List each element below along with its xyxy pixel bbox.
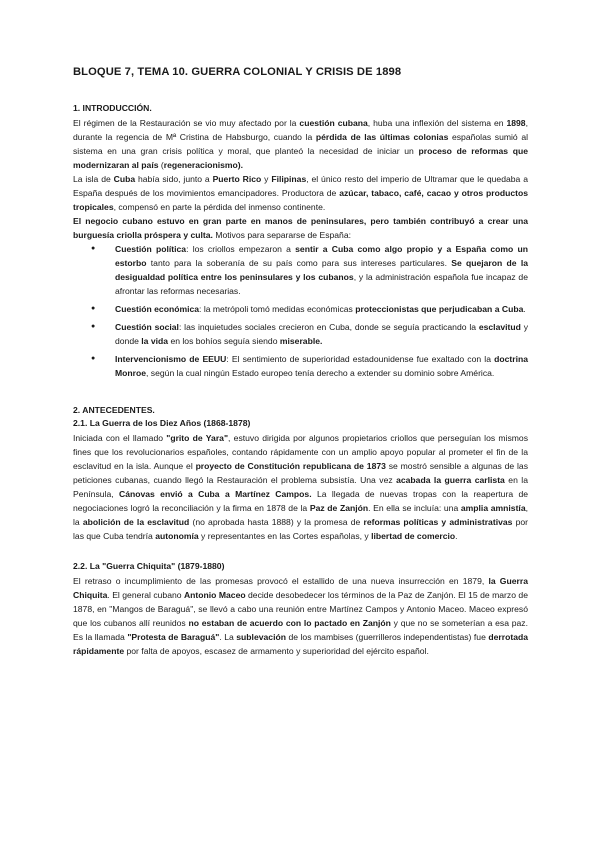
subsection-heading-guerra-chiquita: 2.2. La "Guerra Chiquita" (1879-1880)	[73, 561, 225, 571]
diez-anos-paragraph	[73, 431, 528, 543]
list-item	[91, 352, 528, 380]
text-run: por las que Cuba tendría	[73, 517, 529, 541]
bold-text-run: Cuestión económica	[115, 304, 200, 314]
text-run: había sido, junto a	[135, 174, 213, 184]
bold-text-run: sublevación	[236, 632, 286, 642]
bold-text-run: Antonio Maceo	[183, 590, 246, 600]
text-run: : la metrópoli tomó medidas económicas	[199, 304, 356, 314]
bold-text-run: cuestión cubana	[299, 118, 368, 128]
section-heading-antecedentes: 2. ANTECEDENTES.	[73, 405, 155, 415]
bold-text-run: no estaban de acuerdo con lo pactado en Zanjón	[188, 618, 391, 628]
text-run: españolas sumió al sistema en una gran crisis política y moral, que planteó la necesidad de iniciar un	[73, 132, 529, 156]
text-run: El retraso o incumplimiento de las promesas provocó el estallido de una nueva insurrección en 1879,	[73, 576, 489, 586]
intro-paragraph-3	[73, 214, 528, 242]
intro-paragraph-2	[73, 172, 528, 214]
text-run: , estuvo dirigida por algunos propietarios criollos que perseguían los mismos fines que los revolucionarios españoles, contando rápidamente con un amplio apoyo popular al prometer el fin de la esclavitud en la isla. Aunque el	[73, 433, 529, 471]
text-run: y que no se someterían a esa paz. Es la llamada	[73, 618, 528, 642]
intro-paragraph-1	[73, 116, 528, 172]
section-heading-intro: 1. INTRODUCCIÓN.	[73, 103, 152, 113]
text-run: , según la cual ningún Estado europeo tenía derecho a extender su dominio sobre América.	[146, 368, 495, 378]
text-run: , durante la regencia de Mª Cristina de Habsburgo, cuando la	[73, 118, 528, 142]
bold-text-run: proceso de reformas que modernizaran al país	[73, 146, 528, 170]
bold-text-run: amplia amnistía	[460, 503, 526, 513]
list-item	[91, 320, 528, 348]
text-run: . El general cubano	[107, 590, 184, 600]
text-run: Motivos para separarse de España:	[212, 230, 351, 240]
bold-text-run: Filipinas	[271, 174, 307, 184]
bold-text-run: acabada la guerra carlista	[396, 475, 505, 485]
bold-text-run: proyecto de Constitución republicana de 1873	[195, 461, 386, 471]
bold-text-run: Se quejaron de la desigualdad política entre los peninsulares y los cubanos	[115, 258, 528, 282]
text-run: Iniciada con el llamado	[73, 433, 167, 443]
guerra-chiquita-paragraph	[73, 574, 528, 658]
bold-text-run: Cuestión social	[115, 322, 179, 332]
bold-text-run: Cánovas envió a Cuba a Martínez Campos.	[118, 489, 312, 499]
bold-text-run: libertad de comercio	[371, 531, 456, 541]
text-run: decide desobedecer los términos de la Paz de Zanjón. El 15 de marzo de 1878, en "Mangos de Baraguá", se llevó a cabo una reunión entre Martínez Campos y Antonio Maceo. Maceo expresó que los cubanos allí reunidos	[73, 590, 528, 628]
bold-text-run: "Protesta de Baraguá"	[127, 632, 220, 642]
bold-text-run: esclavitud	[478, 322, 521, 332]
text-run: .	[523, 304, 526, 314]
text-run: : El sentimiento de superioridad estadounidense fue exaltado con la	[226, 354, 495, 364]
text-run: La llegada de nuevas tropas con la reapertura de negociaciones logró la reconciliación y la firma en 1878 de la	[73, 489, 529, 513]
bold-text-run: proteccionistas que perjudicaban a Cuba	[355, 304, 524, 314]
bold-text-run: pérdida de las últimas colonias	[315, 132, 449, 142]
text-run: y donde	[115, 322, 529, 346]
bold-text-run: Cuestión política	[115, 244, 187, 254]
text-run: , huba una inflexión del sistema en	[367, 118, 507, 128]
bold-text-run: reformas políticas y administrativas	[363, 517, 513, 527]
bold-text-run: miserable.	[279, 336, 323, 346]
bold-text-run: abolición de la esclavitud	[82, 517, 190, 527]
text-run: . En ella se incluía: una	[368, 503, 461, 513]
bold-text-run: doctrina Monroe	[115, 354, 529, 378]
text-run: (no aprobada hasta 1888) y la promesa de	[189, 517, 364, 527]
bold-text-run: azúcar, tabaco, café, cacao y otros productos tropicales	[73, 188, 528, 212]
text-run: El régimen de la Restauración se vio muy afectado por la	[73, 118, 300, 128]
text-run: : los criollos empezaron a	[186, 244, 296, 254]
text-run: por falta de apoyos, escasez de armamento y superioridad del ejército español.	[124, 646, 429, 656]
text-run: : las inquietudes sociales crecieron en Cuba, donde se seguía practicando la	[178, 322, 479, 332]
document-page	[73, 66, 528, 658]
bold-text-run: 1898	[506, 118, 526, 128]
text-run: en la Península,	[73, 475, 528, 499]
bold-text-run: regeneracionismo).	[163, 160, 244, 170]
text-run: se mostró sensible a algunas de las peticiones cubanas, cuando llegó la Restauración el problema subsistía. Una vez	[73, 461, 529, 485]
text-run: (	[158, 160, 164, 170]
text-run: , y la administración española fue incapaz de afrontar las reformas necesarias.	[115, 272, 528, 296]
text-run: . La	[219, 632, 237, 642]
text-run: , compensó en parte la pérdida del inmenso continente.	[113, 202, 326, 212]
text-run: y representantes en las Cortes españolas, y	[198, 531, 372, 541]
bold-text-run: la Guerra Chiquita	[73, 576, 528, 600]
bold-text-run: Intervencionismo de EEUU	[115, 354, 227, 364]
bold-text-run: la vida	[141, 336, 169, 346]
text-run: tanto para la soberanía de su país como para sus intereses particulares.	[146, 258, 452, 268]
text-run: La isla de	[73, 174, 114, 184]
subsection-heading-diez-anos: 2.1. La Guerra de los Diez Años (1868-1878)	[73, 418, 251, 428]
text-run: en los bohíos seguía siendo	[168, 336, 280, 346]
text-run: , la	[73, 503, 528, 527]
bold-text-run: Paz de Zanjón	[309, 503, 369, 513]
bold-text-run: Puerto Rico	[212, 174, 262, 184]
document-title: BLOQUE 7, TEMA 10. GUERRA COLONIAL Y CRISIS DE 1898	[73, 66, 402, 78]
text-run: , el único resto del imperio de Ultramar que le quedaba a España después de los movimientos emancipadores. Productora de	[73, 174, 528, 198]
text-run: .	[455, 531, 458, 541]
text-run: y	[261, 174, 272, 184]
motives-list	[73, 242, 528, 380]
list-item	[91, 302, 528, 316]
bold-text-run: Cuba	[113, 174, 136, 184]
bold-text-run: El negocio cubano estuvo en gran parte en manos de peninsulares, pero también contribuyó a crear una burguesía criolla próspera y culta.	[73, 216, 528, 240]
bold-text-run: autonomía	[155, 531, 199, 541]
bold-text-run: sentir a Cuba como algo propio y a España como un estorbo	[115, 244, 529, 268]
text-run: de los mambises (guerrilleros independentistas) fue	[285, 632, 489, 642]
bold-text-run: derrotada rápidamente	[73, 632, 528, 656]
bold-text-run: "grito de Yara"	[166, 433, 229, 443]
list-item	[91, 242, 528, 298]
